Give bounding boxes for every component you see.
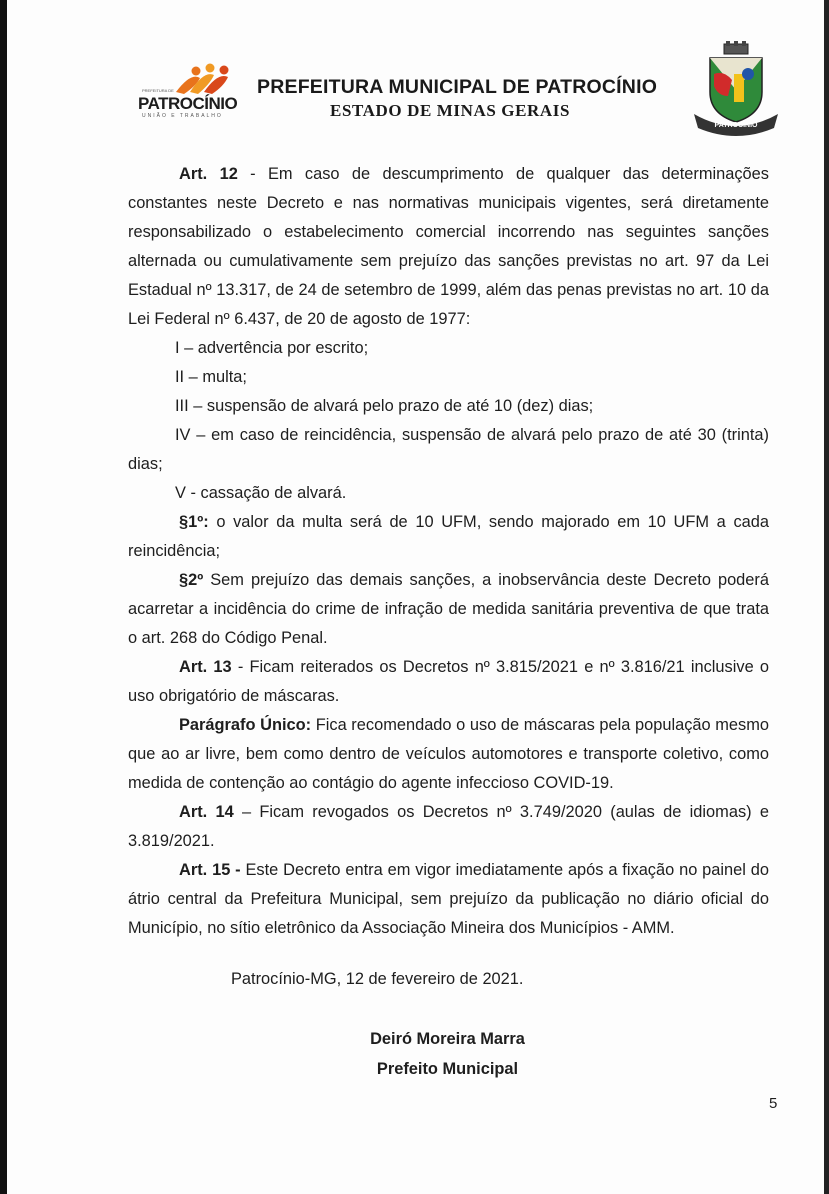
article-13-label: Art. 13	[179, 658, 232, 676]
decree-body	[128, 160, 769, 943]
header-title: PREFEITURA MUNICIPAL DE PATROCÍNIO	[257, 76, 658, 98]
article-12-text: - Em caso de descumprimento de qualquer das determinações constantes neste Decreto e nas normativas municipais vigentes, será diretamente responsabilizado o estabelecimento comercial incorrendo nas seguintes sanções alternada ou cumulativamente sem prejuízo das sanções previstas no art. 97 da Lei Estadual nº 13.317, de 24 de setembro de 1999, além das penas previstas no art. 10 da Lei Federal nº 6.437, de 20 de agosto de 1977:	[128, 165, 769, 328]
article-15-label: Art. 15 -	[179, 861, 241, 879]
paragraph-unico	[128, 711, 769, 798]
paragraph-2	[128, 566, 769, 653]
sanction-item-2: II – multa;	[175, 368, 247, 386]
sanction-item-1: I – advertência por escrito;	[175, 339, 369, 357]
paragraph-1-text: o valor da multa será de 10 UFM, sendo majorado em 10 UFM a cada reincidência;	[128, 513, 769, 560]
signer-role: Prefeito Municipal	[376, 1060, 519, 1078]
article-13-text: - Ficam reiterados os Decretos nº 3.815/2021 e nº 3.816/21 inclusive o uso obrigatório de máscaras.	[128, 658, 769, 705]
signing-date: Patrocínio-MG, 12 de fevereiro de 2021.	[231, 970, 524, 988]
logo-brand: PATROCÍNIO	[138, 94, 238, 113]
paragraph-2-text: Sem prejuízo das demais sanções, a inobservância deste Decreto poderá acarretar a incidência do crime de infração de medida sanitária preventiva de que trata o art. 268 do Código Penal.	[128, 571, 769, 647]
article-13	[128, 653, 769, 711]
article-15-text: Este Decreto entra em vigor imediatamente após a fixação no painel do átrio central da Prefeitura Municipal, sem prejuízo da publicação no diário oficial do Município, no sítio eletrônico da Associação Mineira dos Municípios - AMM.	[128, 861, 769, 937]
paragraph-1-label: §1º:	[179, 513, 209, 531]
sanction-item-5: V - cassação de alvará.	[175, 484, 347, 502]
sanction-item-3: III – suspensão de alvará pelo prazo de até 10 (dez) dias;	[175, 397, 594, 415]
page-edge-left	[0, 0, 7, 1194]
page-number: 5	[769, 1095, 778, 1112]
article-12	[128, 160, 769, 334]
sanction-item-4: IV – em caso de reincidência, suspensão de alvará pelo prazo de até 30 (trinta) dias;	[128, 426, 769, 473]
article-12-label: Art. 12	[179, 165, 238, 183]
article-14-label: Art. 14	[179, 803, 234, 821]
logo-prefix: PREFEITURA DE	[142, 88, 174, 93]
article-14	[128, 798, 769, 856]
article-15	[128, 856, 769, 943]
header-subtitle: ESTADO DE MINAS GERAIS	[330, 101, 571, 120]
paragraph-unico-text: Fica recomendado o uso de máscaras pela população mesmo que ao ar livre, bem como dentro de veículos automotores e transporte coletivo, como medida de contenção ao contágio do agente infeccioso COVID-19.	[128, 716, 770, 792]
article-14-text: – Ficam revogados os Decretos nº 3.749/2020 (aulas de idiomas) e 3.819/2021.	[128, 803, 769, 850]
municipal-crest-icon	[688, 40, 784, 136]
signer-name: Deiró Moreira Marra	[370, 1030, 525, 1048]
page-edge-right	[824, 0, 829, 1194]
paragraph-1	[128, 508, 769, 566]
paragraph-unico-label: Parágrafo Único:	[179, 716, 312, 734]
paragraph-2-label: §2º	[179, 571, 204, 589]
logo-tagline: UNIÃO E TRABALHO	[142, 113, 223, 119]
prefeitura-logo	[136, 62, 236, 120]
crest-label: PATROCÍNIO	[714, 122, 758, 129]
